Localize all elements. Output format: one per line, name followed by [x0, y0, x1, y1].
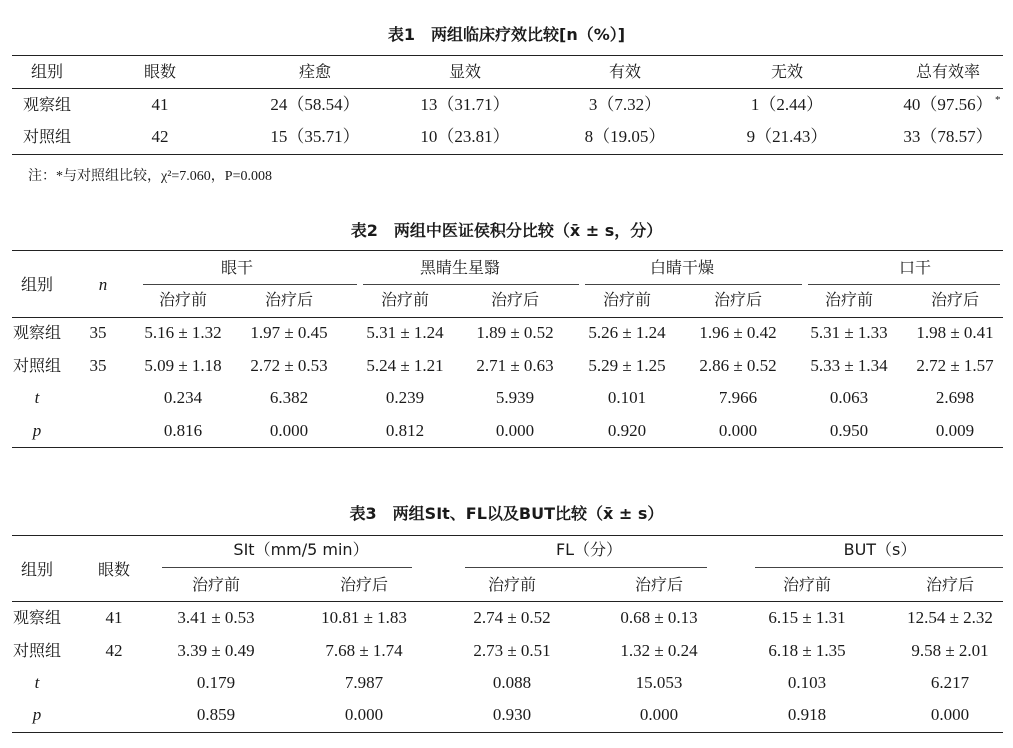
table2-subheader: 治疗前: [824, 290, 874, 309]
table2-cell: 0.009: [935, 421, 975, 440]
table3-cell: 0.088: [492, 673, 532, 692]
table2-col-group-header: 白睛干燥: [649, 258, 715, 277]
table2-subheader: 治疗前: [158, 290, 208, 309]
table3-cell: 7.987: [344, 673, 384, 692]
table3-cell: 0.859: [196, 705, 236, 724]
table2-cell: 35: [89, 323, 107, 342]
table3-cell: 观察组: [12, 608, 62, 627]
table2-n-header: n: [98, 275, 108, 294]
table2-title: 表2 两组中医证侯积分比较（x̄ ± s，分）: [350, 221, 663, 240]
table3-cell: 2.73 ± 0.51: [473, 641, 551, 660]
table1-significance-mark: *: [995, 94, 1001, 106]
table3-n-header: 眼数: [97, 560, 131, 579]
table3-cell: 6.18 ± 1.35: [768, 641, 846, 660]
table3-cell: 41: [105, 608, 123, 627]
table2-cell: 5.29 ± 1.25: [588, 356, 666, 375]
table2-col-group-header: 口干: [898, 258, 932, 277]
table3-cell: 3.41 ± 0.53: [177, 608, 255, 627]
table2-header-rule: [12, 317, 1003, 318]
table2-subheader: 治疗后: [930, 290, 980, 309]
table2-cell: 1.96 ± 0.42: [699, 323, 777, 342]
table2-subheader: 治疗后: [713, 290, 763, 309]
table2-group-underline: [808, 284, 1000, 285]
table1-cell: 对照组: [22, 127, 72, 146]
table3-cell: 10.81 ± 1.83: [321, 608, 407, 627]
table2-cell: 5.16 ± 1.32: [144, 323, 222, 342]
table3-cell: 0.918: [787, 705, 827, 724]
table3-top-rule: [12, 535, 1003, 536]
table3-subheader: 治疗后: [634, 575, 684, 594]
table2-cell: 0.101: [607, 388, 647, 407]
table3-col-group-header: BUT（s）: [843, 540, 917, 559]
table2-cell: 5.24 ± 1.21: [366, 356, 444, 375]
table1-header-cell: 组别: [30, 62, 64, 81]
table1-cell: 13（31.71）: [420, 95, 510, 114]
table1-top-rule: [12, 55, 1003, 56]
table1-cell: 观察组: [22, 95, 72, 114]
table2-cell: 0.000: [495, 421, 535, 440]
table3-cell: 2.74 ± 0.52: [473, 608, 551, 627]
table2-cell: 5.939: [495, 388, 535, 407]
table3-subheader: 治疗后: [339, 575, 389, 594]
table2-bottom-rule: [12, 447, 1003, 448]
table1-cell: 8（19.05）: [584, 127, 666, 146]
table2-subheader: 治疗前: [380, 290, 430, 309]
table2-cell: 2.86 ± 0.52: [699, 356, 777, 375]
table2-cell: 0.063: [829, 388, 869, 407]
table3-cell: 0.000: [639, 705, 679, 724]
table2-cell: 1.97 ± 0.45: [250, 323, 328, 342]
table3-cell: 9.58 ± 2.01: [911, 641, 989, 660]
table3-cell: 6.15 ± 1.31: [768, 608, 846, 627]
table2-cell: 观察组: [12, 323, 62, 342]
table1-cell: 33（78.57）: [903, 127, 993, 146]
table3-cell: 7.68 ± 1.74: [325, 641, 403, 660]
table3-cell: 1.32 ± 0.24: [620, 641, 698, 660]
table3-cell: 42: [105, 641, 123, 660]
table2-cell: 0.234: [163, 388, 203, 407]
table3-title: 表3 两组SIt、FL以及BUT比较（x̄ ± s）: [349, 504, 664, 523]
table2-cell: 5.31 ± 1.33: [810, 323, 888, 342]
table2-cell: 5.26 ± 1.24: [588, 323, 666, 342]
table2-group-underline: [363, 284, 579, 285]
table1-header-cell: 显效: [448, 62, 482, 81]
table3-col-group-header: FL（分）: [555, 540, 623, 559]
table2-cell: p: [32, 421, 42, 440]
table3-cell: 0.930: [492, 705, 532, 724]
table2-subheader: 治疗前: [602, 290, 652, 309]
table2-cell: 5.33 ± 1.34: [810, 356, 888, 375]
table3-cell: 0.000: [930, 705, 970, 724]
table2-cell: 7.966: [718, 388, 758, 407]
table2-cell: 2.698: [935, 388, 975, 407]
table2-group-underline: [585, 284, 802, 285]
table1-header-cell: 痊愈: [298, 62, 332, 81]
table1-title: 表1 两组临床疗效比较[n（%）]: [387, 25, 626, 44]
table2-cell: 0.000: [269, 421, 309, 440]
table2-cell: 0.000: [718, 421, 758, 440]
table3-subheader: 治疗前: [487, 575, 537, 594]
table1-header-rule: [12, 88, 1003, 89]
table3-cell: 0.103: [787, 673, 827, 692]
table1-header-cell: 眼数: [143, 62, 177, 81]
table2-cell: 0.816: [163, 421, 203, 440]
table2-cell: 5.31 ± 1.24: [366, 323, 444, 342]
table2-cell: 2.72 ± 0.53: [250, 356, 328, 375]
table1-cell: 24（58.54）: [270, 95, 360, 114]
table1-header-cell: 有效: [608, 62, 642, 81]
table3-col-group-header: SIt（mm/5 min）: [233, 540, 369, 559]
table2-cell: 0.920: [607, 421, 647, 440]
table2-cell: 0.812: [385, 421, 425, 440]
table1-header-cell: 无效: [770, 62, 804, 81]
table2-cell: 0.239: [385, 388, 425, 407]
table1-cell: 3（7.32）: [588, 95, 662, 114]
table3-group-underline: [465, 567, 707, 568]
table2-col-group-header: 黑睛生星翳: [419, 258, 501, 277]
table3-cell: 0.68 ± 0.13: [620, 608, 698, 627]
table1-header-cell: 总有效率: [915, 62, 981, 81]
table3-subheader: 治疗前: [782, 575, 832, 594]
table3-group-header: 组别: [20, 560, 54, 579]
table2-cell: 1.89 ± 0.52: [476, 323, 554, 342]
table2-group-underline: [143, 284, 357, 285]
table3-cell: 0.179: [196, 673, 236, 692]
table1-note: 注：*与对照组比较，χ²=7.060，P=0.008: [28, 169, 272, 184]
table2-group-header: 组别: [20, 275, 54, 294]
table3-cell: 3.39 ± 0.49: [177, 641, 255, 660]
table3-header-rule: [12, 601, 1003, 602]
table3-cell: 6.217: [930, 673, 970, 692]
table1-cell: 10（23.81）: [420, 127, 510, 146]
table2-cell: 对照组: [12, 356, 62, 375]
table2-col-group-header: 眼干: [220, 258, 254, 277]
table2-cell: 2.72 ± 1.57: [916, 356, 994, 375]
table2-subheader: 治疗后: [264, 290, 314, 309]
table1-cell: 42: [151, 127, 169, 146]
table3-cell: 15.053: [635, 673, 683, 692]
table3-subheader: 治疗前: [191, 575, 241, 594]
table3-cell: t: [34, 673, 40, 692]
table1-cell: 15（35.71）: [270, 127, 360, 146]
table2-cell: t: [34, 388, 40, 407]
table1-cell: 1（2.44）: [750, 95, 824, 114]
table3-cell: p: [32, 705, 42, 724]
table3-subheader: 治疗后: [925, 575, 975, 594]
table2-cell: 6.382: [269, 388, 309, 407]
table3-cell: 12.54 ± 2.32: [907, 608, 993, 627]
table3-cell: 对照组: [12, 641, 62, 660]
table1-cell: 9（21.43）: [746, 127, 828, 146]
table2-top-rule: [12, 250, 1003, 251]
table2-cell: 2.71 ± 0.63: [476, 356, 554, 375]
table1-cell: 40（97.56）: [903, 95, 993, 114]
table3-bottom-rule: [12, 732, 1003, 733]
table3-group-underline: [755, 567, 1003, 568]
table2-cell: 0.950: [829, 421, 869, 440]
table1-bottom-rule: [12, 154, 1003, 155]
table3-cell: 0.000: [344, 705, 384, 724]
table2-cell: 1.98 ± 0.41: [916, 323, 994, 342]
table2-subheader: 治疗后: [490, 290, 540, 309]
table2-cell: 35: [89, 356, 107, 375]
table2-cell: 5.09 ± 1.18: [144, 356, 222, 375]
table3-group-underline: [162, 567, 412, 568]
table1-cell: 41: [151, 95, 169, 114]
